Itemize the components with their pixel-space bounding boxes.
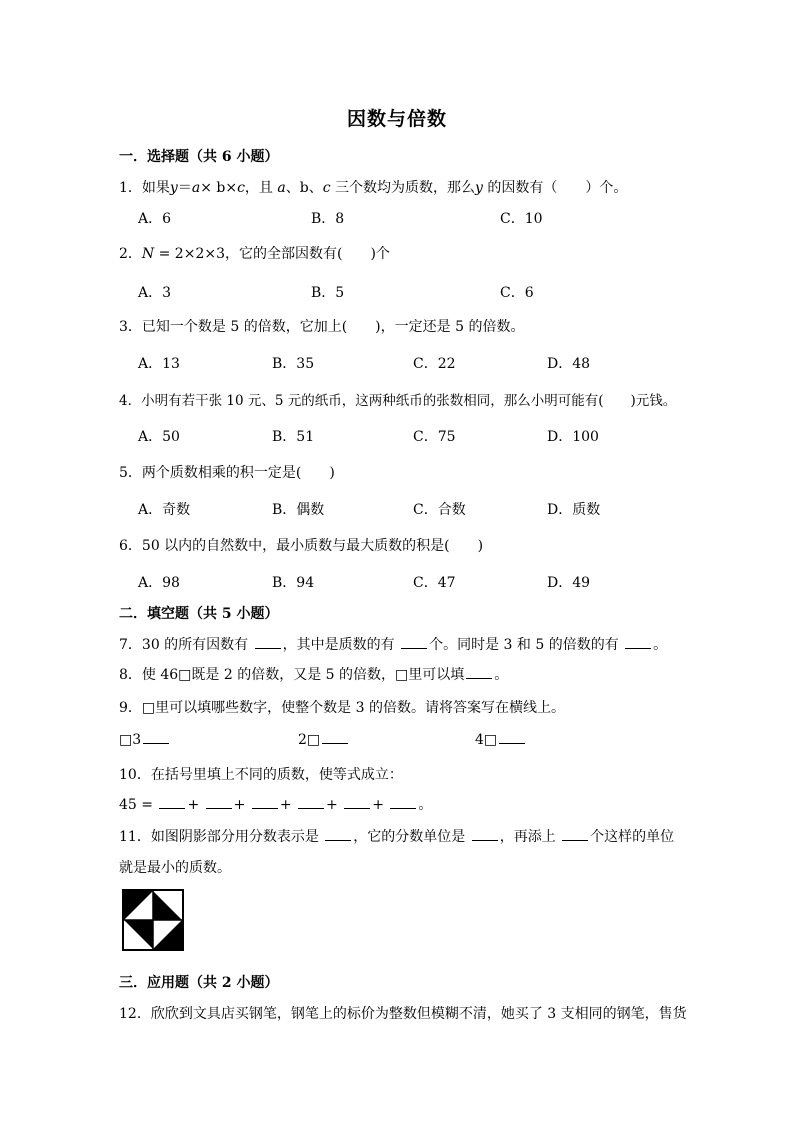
- q10-equation: 45 = + + + + + 。: [119, 797, 433, 813]
- section-heading-fill: 二．填空题（共 5 小题）: [119, 606, 279, 622]
- answer-blank[interactable]: [390, 807, 416, 809]
- q9-item-1: □3: [119, 732, 171, 748]
- q5-option-b: B．偶数: [272, 502, 325, 518]
- q1-option-a: A．6: [138, 211, 172, 227]
- question-4: 4．小明有若干张 10 元、5 元的纸币，这两种纸币的张数相同，那么小明可能有( )元钱。: [119, 393, 677, 409]
- answer-blank[interactable]: [344, 807, 370, 809]
- question-6: 6．50 以内的自然数中，最小质数与最大质数的积是( ): [119, 538, 484, 554]
- q6-option-c: C．47: [413, 575, 456, 591]
- q4-option-a: A．50: [138, 429, 180, 445]
- q6-option-b: B．94: [272, 575, 315, 591]
- answer-blank[interactable]: [625, 647, 651, 649]
- question-12: 12．欣欣到文具店买钢笔，钢笔上的标价为整数但模糊不清，她买了 3 支相同的钢笔，售货: [119, 1006, 687, 1022]
- answer-blank[interactable]: [562, 839, 588, 841]
- q9-item-2: 2□: [298, 732, 350, 748]
- q5-option-d: D．质数: [547, 502, 601, 518]
- question-10: 10．在括号里填上不同的质数，使等式成立：: [119, 767, 403, 783]
- question-11-line-2: 就是最小的质数。: [119, 860, 231, 876]
- q6-option-d: D．49: [547, 575, 591, 591]
- question-11: 11．如图阴影部分用分数表示是 ，它的分数单位是 ，再添上 个这样的单位: [119, 829, 675, 845]
- question-3: 3．已知一个数是 5 的倍数，它加上( )，一定还是 5 的倍数。: [119, 319, 525, 335]
- answer-blank[interactable]: [466, 677, 492, 679]
- q1-option-c: C．10: [500, 211, 543, 227]
- answer-blank[interactable]: [255, 647, 281, 649]
- answer-blank[interactable]: [143, 742, 169, 744]
- q5-option-c: C．合数: [413, 502, 466, 518]
- question-8: 8．使 46□既是 2 的倍数，又是 5 的倍数，□里可以填 。: [119, 667, 509, 683]
- q4-option-b: B．51: [272, 429, 315, 445]
- q3-option-a: A．13: [138, 356, 180, 372]
- q1-option-b: B．8: [311, 211, 345, 227]
- answer-blank[interactable]: [252, 807, 278, 809]
- answer-blank[interactable]: [325, 839, 351, 841]
- section-heading-application: 三．应用题（共 2 小题）: [119, 975, 279, 991]
- answer-blank[interactable]: [159, 807, 185, 809]
- answer-blank[interactable]: [322, 742, 348, 744]
- section-heading-choice: 一．选择题（共 6 小题）: [119, 149, 279, 165]
- question-7: 7．30 的所有因数有 ，其中是质数的有 个。同时是 3 和 5 的倍数的有 。: [119, 637, 668, 653]
- question-2: 2．N = 2×2×3，它的全部因数有( )个: [119, 246, 390, 262]
- question-9: 9．□里可以填哪些数字，使整个数是 3 的倍数。请将答案写在横线上。: [119, 700, 565, 716]
- question-1: 1．如果y＝a× b×c，且 a、b、c 三个数均为质数，那么y 的因数有（ ）个。: [119, 180, 628, 196]
- q3-option-d: D．48: [547, 356, 591, 372]
- q4-option-d: D．100: [547, 429, 599, 445]
- q9-item-3: 4□: [475, 732, 527, 748]
- q4-option-c: C．75: [413, 429, 456, 445]
- q2-option-c: C．6: [500, 285, 534, 301]
- q3-option-c: C．22: [413, 356, 456, 372]
- shaded-square-figure: [122, 889, 184, 951]
- answer-blank[interactable]: [499, 742, 525, 744]
- answer-blank[interactable]: [298, 807, 324, 809]
- q6-option-a: A．98: [138, 575, 180, 591]
- question-5: 5．两个质数相乘的积一定是( ): [119, 465, 335, 481]
- q2-option-a: A．3: [138, 285, 172, 301]
- answer-blank[interactable]: [401, 647, 427, 649]
- q3-option-b: B．35: [272, 356, 315, 372]
- answer-blank[interactable]: [472, 839, 498, 841]
- answer-blank[interactable]: [206, 807, 232, 809]
- q5-option-a: A．奇数: [138, 502, 191, 518]
- page-title: 因数与倍数: [346, 108, 447, 130]
- q2-option-b: B．5: [311, 285, 345, 301]
